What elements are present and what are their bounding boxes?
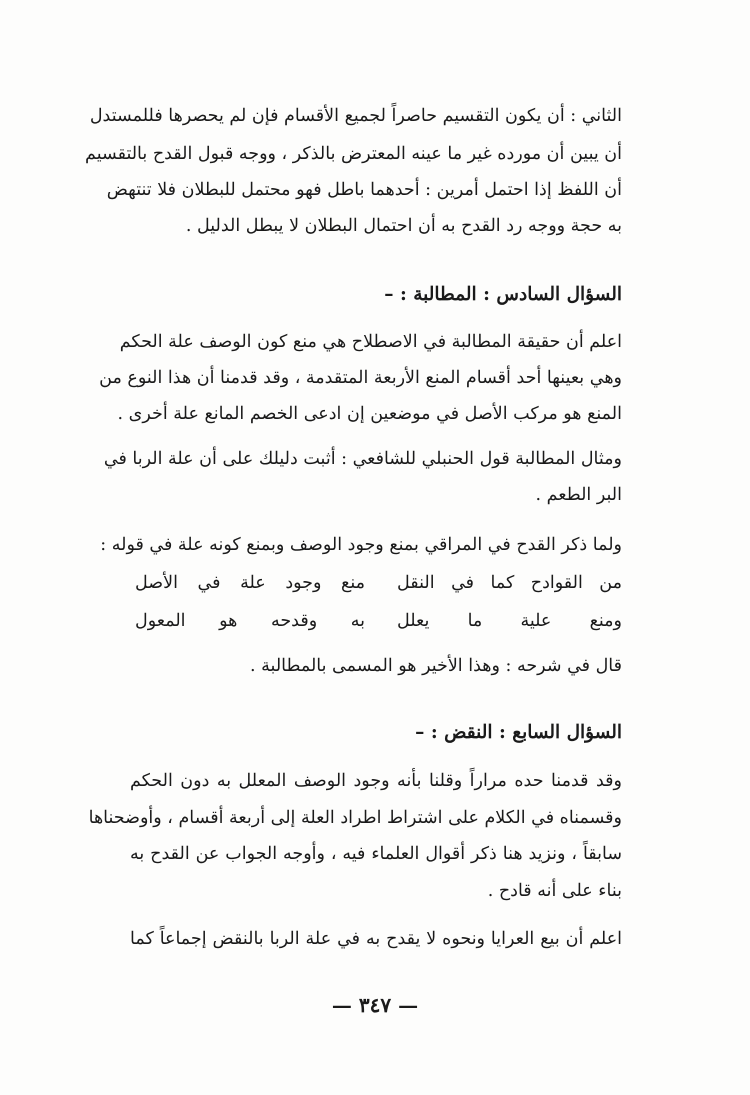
paragraph-line: ومثال المطالبة قول الحنبلي للشافعي : أثبت دليلك على أن علة الربا في (103, 449, 622, 469)
verse-hemistich-second: به وقدحه هو المعول (135, 611, 365, 631)
paragraph-line: الثاني : أن يكون التقسيم حاصراً لجميع الأقسام فإن لم يحصرها فللمستدل (89, 106, 622, 126)
paragraph-line: اعلم أن بيع العرايا ونحوه لا يقدح به في علة الربا بالنقض إجماعاً كما (130, 929, 622, 949)
paragraph-line: سابقاً ، ونزيد هنا ذكر أقوال العلماء فيه ، وأوجه الجواب عن القدح به (130, 844, 622, 864)
verse-hemistich-first: من القوادح كما في النقل (397, 573, 622, 593)
paragraph-line: قال في شرحه : وهذا الأخير هو المسمى بالمطالبة . (250, 656, 622, 676)
paragraph-line: أن اللفظ إذا احتمل أمرين : أحدهما باطل فهو محتمل للبطلان فلا تنتهض (106, 180, 622, 200)
paragraph-line: وقد قدمنا حده مراراً وقلنا بأنه وجود الوصف المعلل به دون الحكم (130, 771, 622, 791)
paragraph-line: المنع هو مركب الأصل في موضعين إن ادعى الخصم المانع علة أخرى . (117, 404, 622, 424)
paragraph-line: وهي بعينها أحد أقسام المنع الأربعة المتقدمة ، وقد قدمنا أن هذا النوع من (99, 368, 622, 388)
verse-hemistich-second: منع وجود علة في الأصل (135, 573, 365, 593)
verse-hemistich-first: ومنع علية ما يعلل (397, 611, 622, 631)
paragraph-line: ولما ذكر القدح في المراقي بمنع وجود الوصف وبمنع كونه علة في قوله : (100, 535, 622, 555)
paragraph-line: به حجة ووجه رد القدح به أن احتمال البطلان لا يبطل الدليل . (185, 216, 622, 236)
section-heading-seventh-question: السؤال السابع : النقض : – (415, 722, 622, 743)
paragraph-line: وقسمناه في الكلام على اشتراط اطراد العلة إلى أربعة أقسام ، وأوضحناها (88, 808, 622, 828)
paragraph-line: بناء على أنه قادح . (487, 881, 622, 901)
paragraph-line: أن يبين أن مورده غير ما عينه المعترض بالذكر ، ووجه قبول القدح بالتقسيم (85, 144, 622, 164)
page-number: — ٣٤٧ — (331, 993, 419, 1017)
paragraph-line: اعلم أن حقيقة المطالبة في الاصطلاح هي منع كون الوصف علة الحكم (119, 332, 622, 352)
paragraph-line: البر الطعم . (535, 485, 622, 505)
section-heading-sixth-question: السؤال السادس : المطالبة : – (384, 284, 622, 305)
